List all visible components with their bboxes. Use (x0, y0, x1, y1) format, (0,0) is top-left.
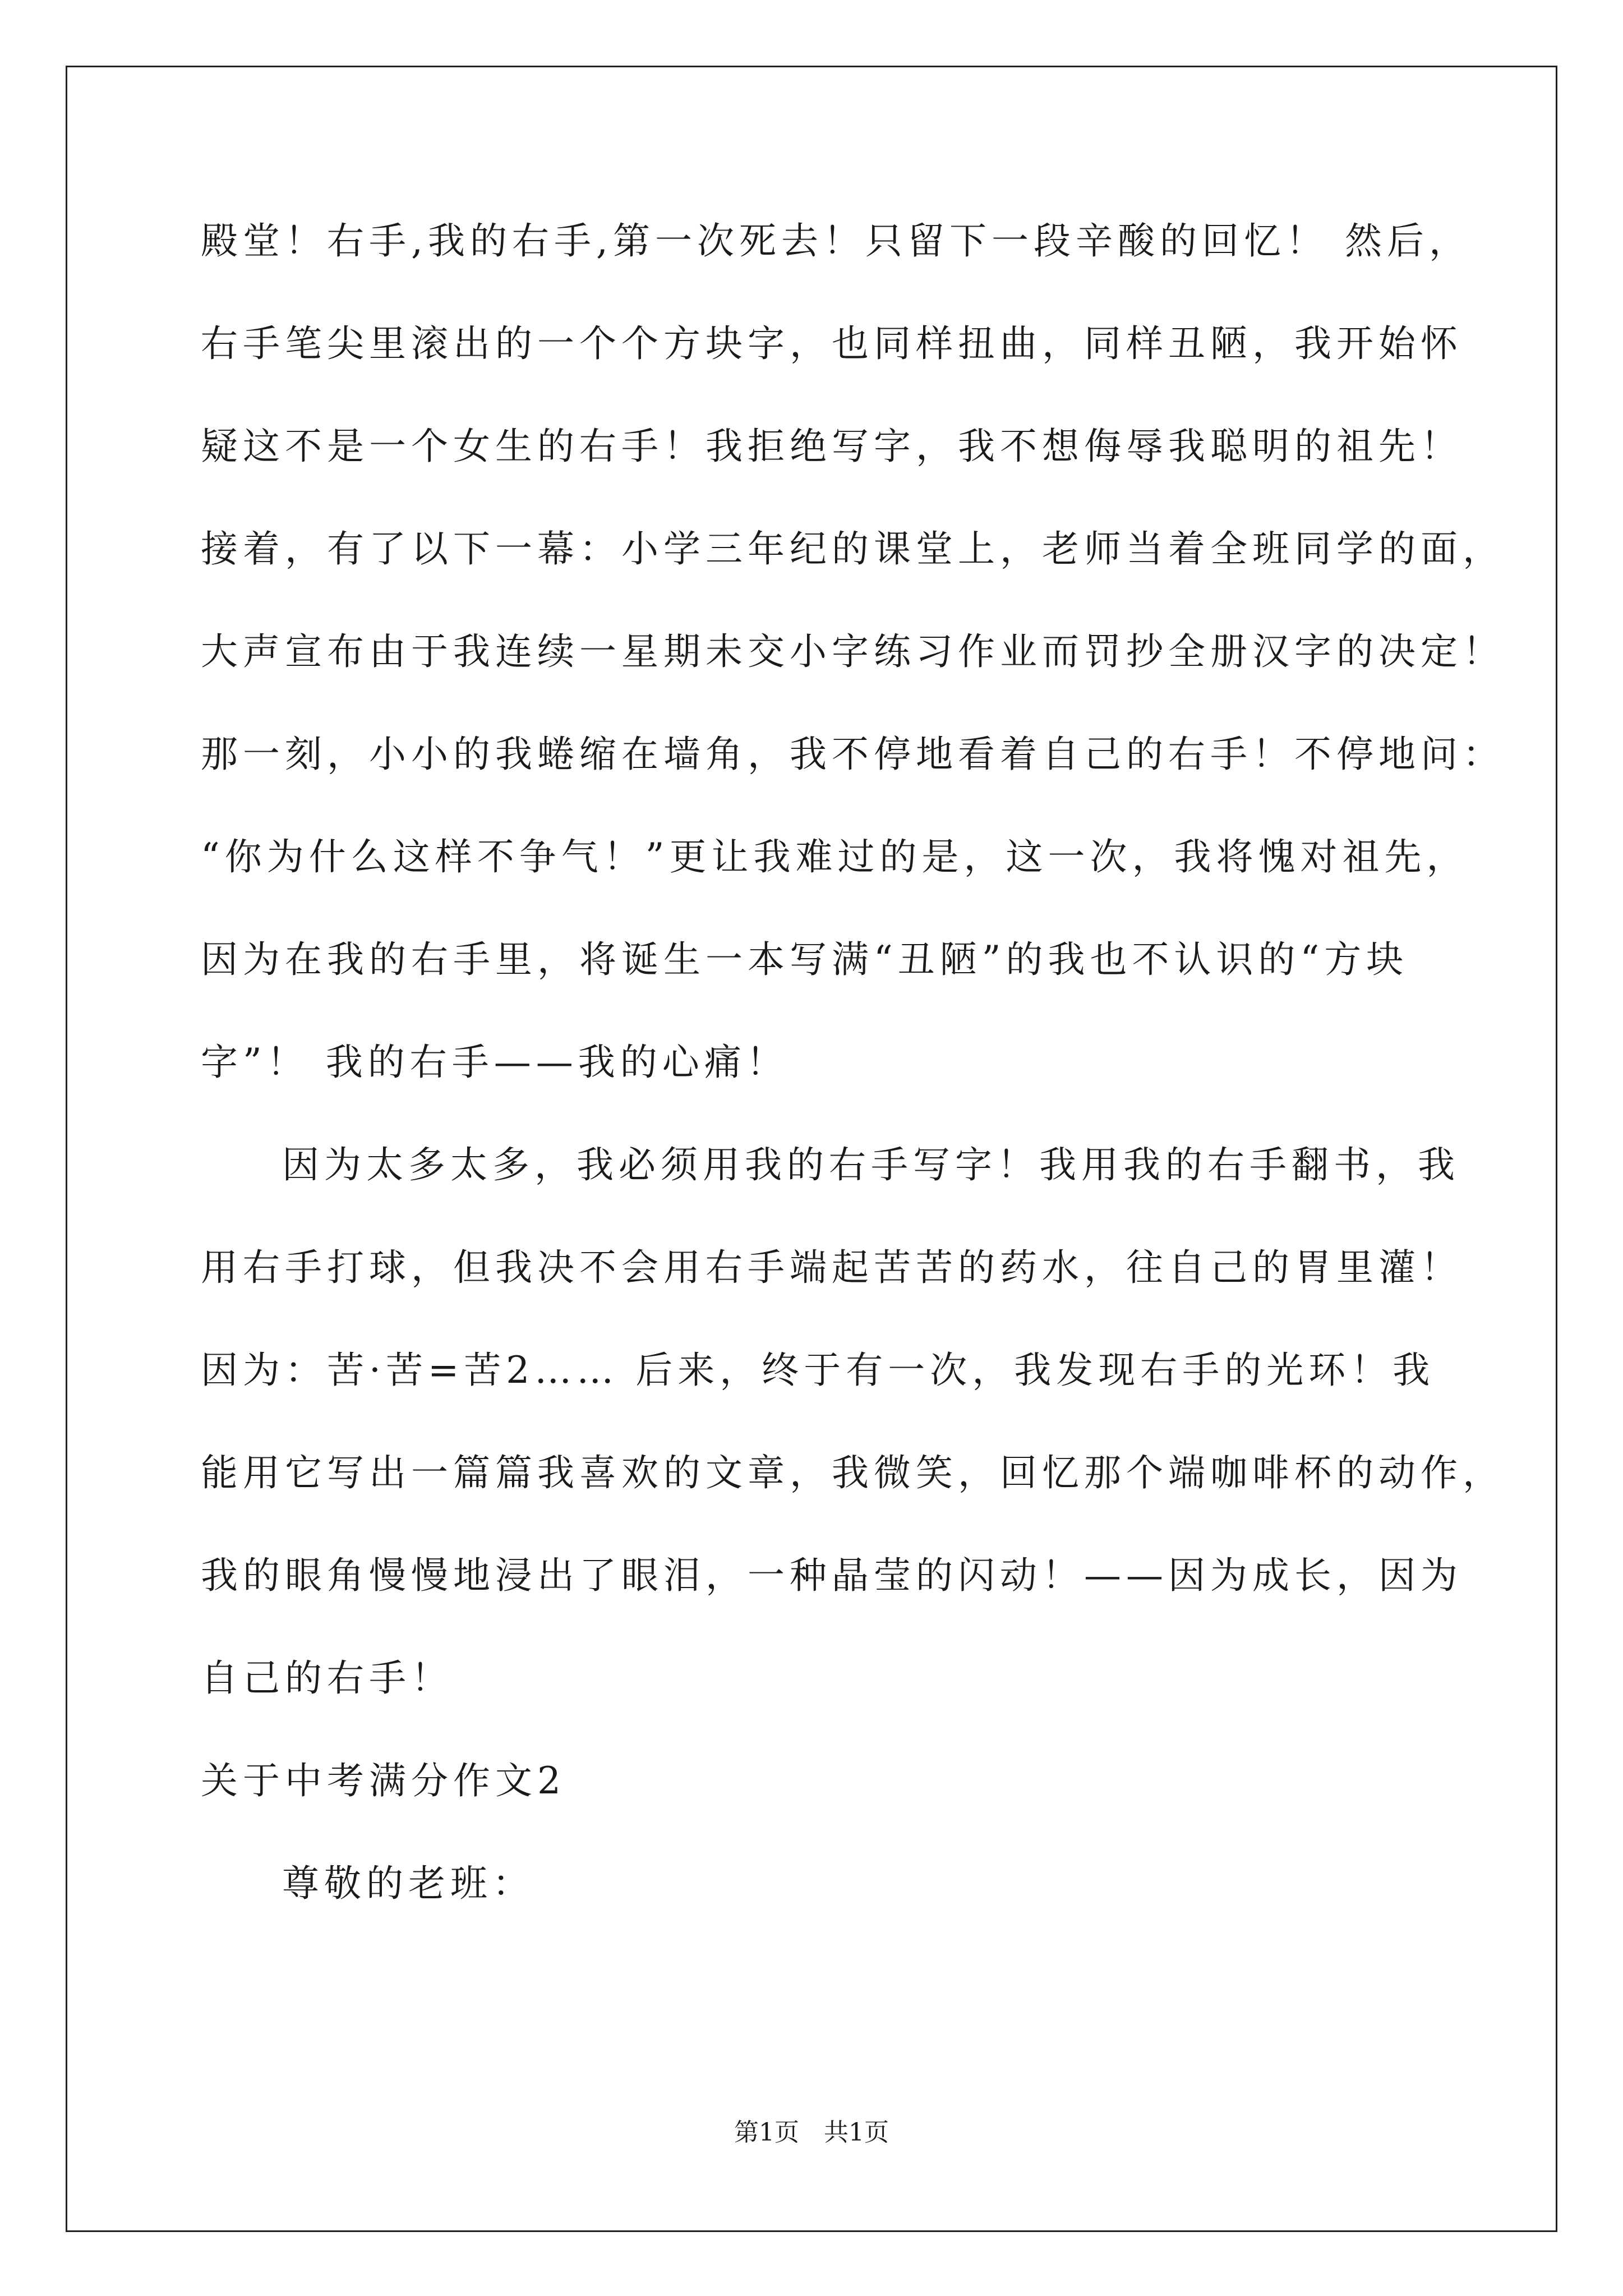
text-line: 能用它写出一篇篇我喜欢的文章，我微笑，回忆那个端咖啡杯的动作， (201, 1451, 1505, 1494)
text-line: 疑这不是一个女生的右手！我拒绝写字，我不想侮辱我聪明的祖先！ (201, 425, 1463, 468)
text-line: 那一刻，小小的我蜷缩在墙角，我不停地看着自己的右手！不停地问： (201, 733, 1505, 776)
text-line: 殿堂！右手,我的右手,第一次死去！只留下一段辛酸的回忆！ 然后， (201, 219, 1471, 263)
text-line: 我的眼角慢慢地浸出了眼泪，一种晶莹的闪动！——因为成长，因为 (201, 1554, 1463, 1597)
text-line: “你为什么这样不争气！”更让我难过的是，这一次，我将愧对祖先， (201, 835, 1469, 878)
document-body (201, 215, 1505, 1961)
text-line: 接着，有了以下一幕：小学三年纪的课堂上，老师当着全班同学的面， (201, 527, 1505, 570)
page-number-footer: 第1页 共1页 (734, 2118, 889, 2147)
salutation: 尊敬的老班： (282, 1862, 534, 1905)
text-line: 因为在我的右手里，将诞生一本写满“丑陋”的我也不认识的“方块 (201, 938, 1409, 981)
text-line: 自己的右手！ (201, 1657, 453, 1700)
text-line: 字”！ 我的右手——我的心痛！ (201, 1041, 789, 1084)
text-line: 大声宣布由于我连续一星期未交小字练习作业而罚抄全册汉字的决定！ (201, 630, 1505, 673)
text-line: 右手笔尖里滚出的一个个方块字，也同样扭曲，同样丑陋，我开始怀 (201, 322, 1463, 365)
text-line: 因为：苦·苦=苦2…… 后来，终于有一次，我发现右手的光环！我 (201, 1349, 1435, 1392)
paragraph-first-line: 因为太多太多，我必须用我的右手写字！我用我的右手翻书，我 (282, 1143, 1460, 1186)
text-line: 用右手打球，但我决不会用右手端起苦苦的药水，往自己的胃里灌！ (201, 1246, 1463, 1289)
section-heading: 关于中考满分作文2 (201, 1759, 566, 1802)
